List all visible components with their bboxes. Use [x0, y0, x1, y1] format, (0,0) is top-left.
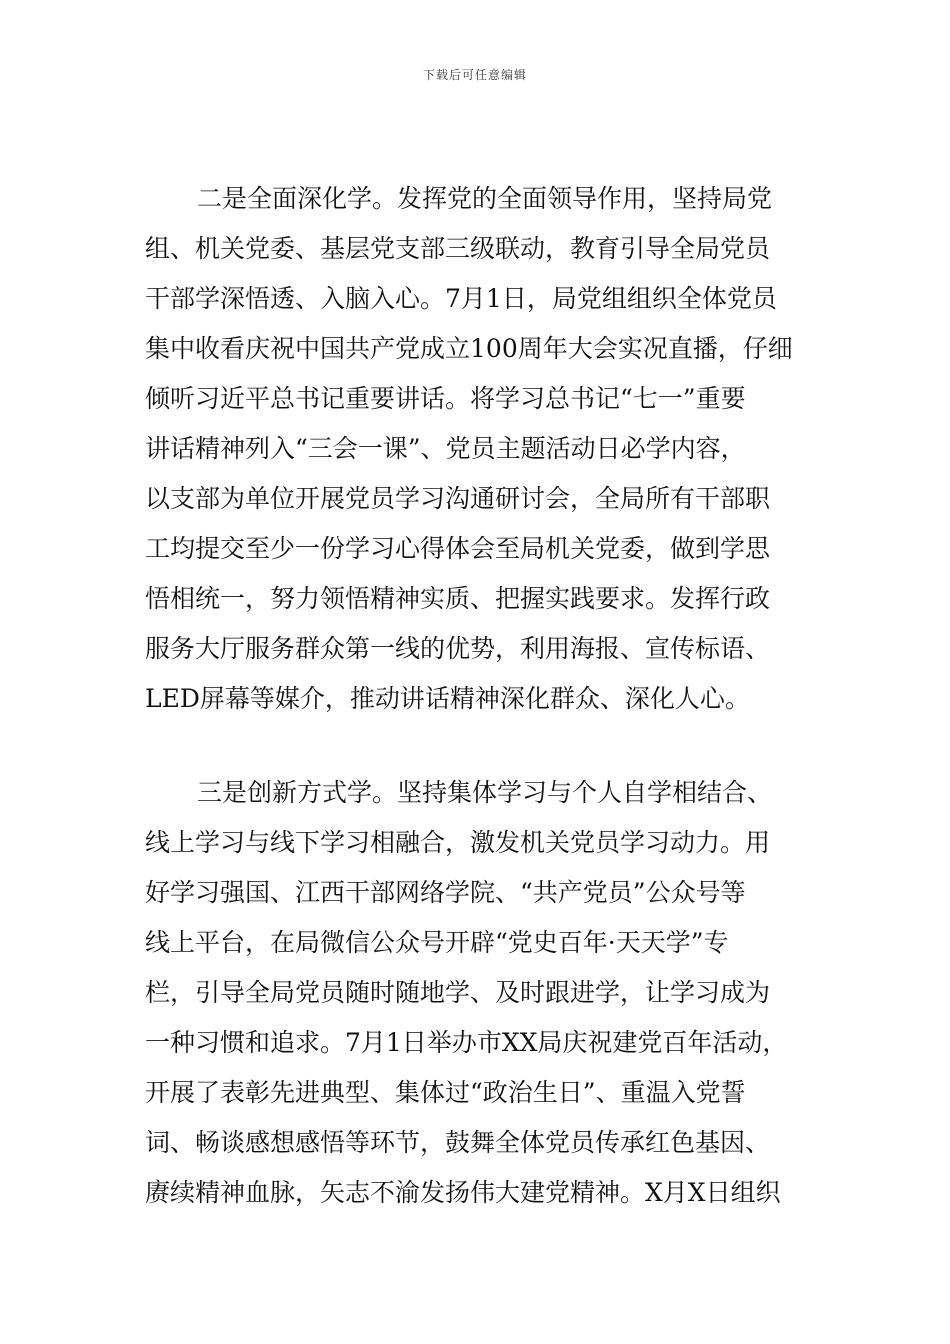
text-line: 栏，引导全局党员随时随地学、及时跟进学，让学习成为 [145, 978, 771, 1007]
text-line: 一种习惯和追求。7月1日举办市XX局庆祝建党百年活动， [145, 1028, 788, 1057]
text-line: 线上平台，在局微信公众号开辟“党史百年·天天学”专 [145, 928, 729, 957]
text-line: 赓续精神血脉，矢志不渝发扬伟大建党精神。X月X日组织 [145, 1178, 781, 1207]
text-line: 悟相统一，努力领悟精神实质、把握实践要求。发挥行政 [145, 584, 771, 613]
text-line: 讲话精神列入“三会一课”、党员主题活动日必学内容， [145, 434, 746, 463]
text-line: 好学习强国、江西干部网络学院、“共产党员”公众号等 [145, 878, 746, 907]
paragraph-comprehensive-study [145, 174, 835, 724]
text-line: 开展了表彰先进典型、集体过“政治生日”、重温入党誓 [145, 1078, 746, 1107]
text-line: 组、机关党委、基层党支部三级联动，教育引导全局党员 [145, 234, 771, 263]
text-line: LED屏幕等媒介，推动讲话精神深化群众、深化人心。 [145, 684, 750, 713]
header-note: 下载后可任意编辑 [422, 68, 527, 82]
text-line: 三是创新方式学。坚持集体学习与个人自学相结合、 [197, 778, 773, 807]
text-line: 集中收看庆祝中国共产党成立100周年大会实况直播，仔细 [145, 334, 793, 363]
text-line: 服务大厅服务群众第一线的优势，利用海报、宣传标语、 [145, 634, 771, 663]
paragraph-innovative-study [145, 768, 835, 1218]
text-line: 词、畅谈感想感悟等环节，鼓舞全体党员传承红色基因、 [145, 1128, 771, 1157]
text-line: 线上学习与线下学习相融合，激发机关党员学习动力。用 [145, 828, 771, 857]
text-line: 工均提交至少一份学习心得体会至局机关党委，做到学思 [145, 534, 771, 563]
text-line: 干部学深悟透、入脑入心。7月1日，局党组组织全体党员 [145, 284, 777, 313]
text-line: 以支部为单位开展党员学习沟通研讨会，全局所有干部职 [145, 484, 771, 513]
text-line: 二是全面深化学。发挥党的全面领导作用，坚持局党 [197, 184, 773, 213]
text-line: 倾听习近平总书记重要讲话。将学习总书记“七一”重要 [145, 384, 746, 413]
